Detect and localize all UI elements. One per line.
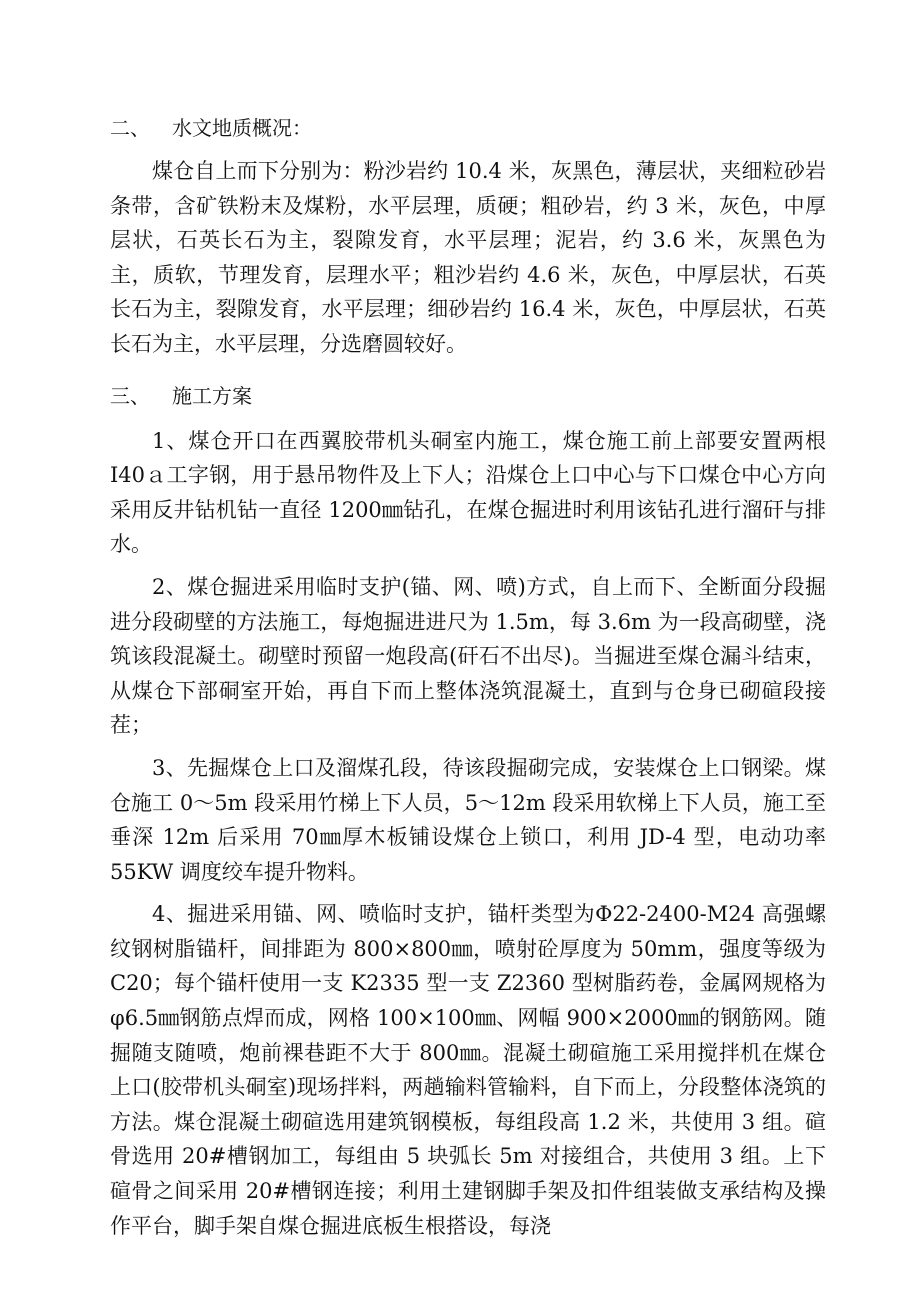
section-title: 施工方案 — [172, 383, 252, 408]
document-page — [110, 108, 826, 1251]
construction-item-1: 1、煤仓开口在西翼胶带机头硐室内施工，煤仓施工前上部要安置两根 I40ａ工字钢，用于悬吊物件及上下人；沿煤仓上口中心与下口煤仓中心方向采用反井钻机钻一直径 1200㎜钻孔，在煤仓掘进时利用该钻孔进行溜矸与排水。 — [110, 428, 826, 557]
section-heading-hydrogeology — [110, 108, 826, 148]
construction-item-3: 3、先掘煤仓上口及溜煤孔段，待该段掘砌完成，安装煤仓上口钢梁。煤仓施工 0～5m 段采用竹梯上下人员，5～12m 段采用软梯上下人员，施工至垂深 12m 后采用 70㎜厚木板铺设煤仓上锁口，利用 JD-4 型，电动功率 55KW 调度绞车提升物料。 — [110, 755, 826, 884]
section-title: 水文地质概况： — [172, 116, 312, 140]
hydrogeology-paragraph: 煤仓自上而下分别为：粉沙岩约 10.4 米，灰黑色，薄层状，夹细粒砂岩条带，含矿铁粉末及煤粉，水平层理，质硬；粗砂岩，约 3 米，灰色，中厚层状，石英长石为主，裂隙发育，水平层理；泥岩，约 3.6 米，灰黑色为主，质软，节理发育，层理水平；粗沙岩约 4.6 米，灰色，中厚层状，石英长石为主，裂隙发育，水平层理；细砂岩约 16.4 米，灰色，中厚层状，石英长石为主，水平层理，分选磨圆较好。 — [110, 159, 826, 356]
construction-item-4: 4、掘进采用锚、网、喷临时支护，锚杆类型为Φ22-2400-M24 高强螺纹钢树脂锚杆，间排距为 800×800㎜，喷射砼厚度为 50mm，强度等级为 C20；每个锚杆使用一支 K2335 型一支 Z2360 型树脂药卷，金属网规格为φ6.5㎜钢筋点焊而成，网格 100×100㎜、网幅 900×2000㎜的钢筋网。随掘随支随喷，炮前裸巷距不大于 800㎜。混凝土砌碹施工采用搅拌机在煤仓上口(胶带机头硐室)现场拌料，两趟输料管输料，自下而上，分段整体浇筑的方法。煤仓混凝土砌碹选用建筑钢模板，每组段高 1.2 米，共使用 3 组。碹骨选用 20#槽钢加工，每组由 5 块弧长 5m 对接组合，共使用 3 组。上下碹骨之间采用 20#槽钢连接；利用土建钢脚手架及扣件组装做支承结构及操作平台，脚手架自煤仓掘进底板生根搭设，每浇 — [110, 902, 826, 1238]
construction-item-2: 2、煤仓掘进采用临时支护(锚、网、喷)方式，自上而下、全断面分段掘进分段砌壁的方法施工，每炮掘进进尺为 1.5m，每 3.6m 为一段高砌壁，浇筑该段混凝土。砌壁时预留一炮段高(矸石不出尽)。当掘进至煤仓漏斗结束，从煤仓下部硐室开始，再自下而上整体浇筑混凝土，直到与仓身已砌碹段接茬； — [110, 574, 826, 738]
section-number: 二、 — [110, 116, 150, 140]
section-heading-construction-plan — [110, 376, 826, 416]
section-number: 三、 — [110, 383, 150, 408]
